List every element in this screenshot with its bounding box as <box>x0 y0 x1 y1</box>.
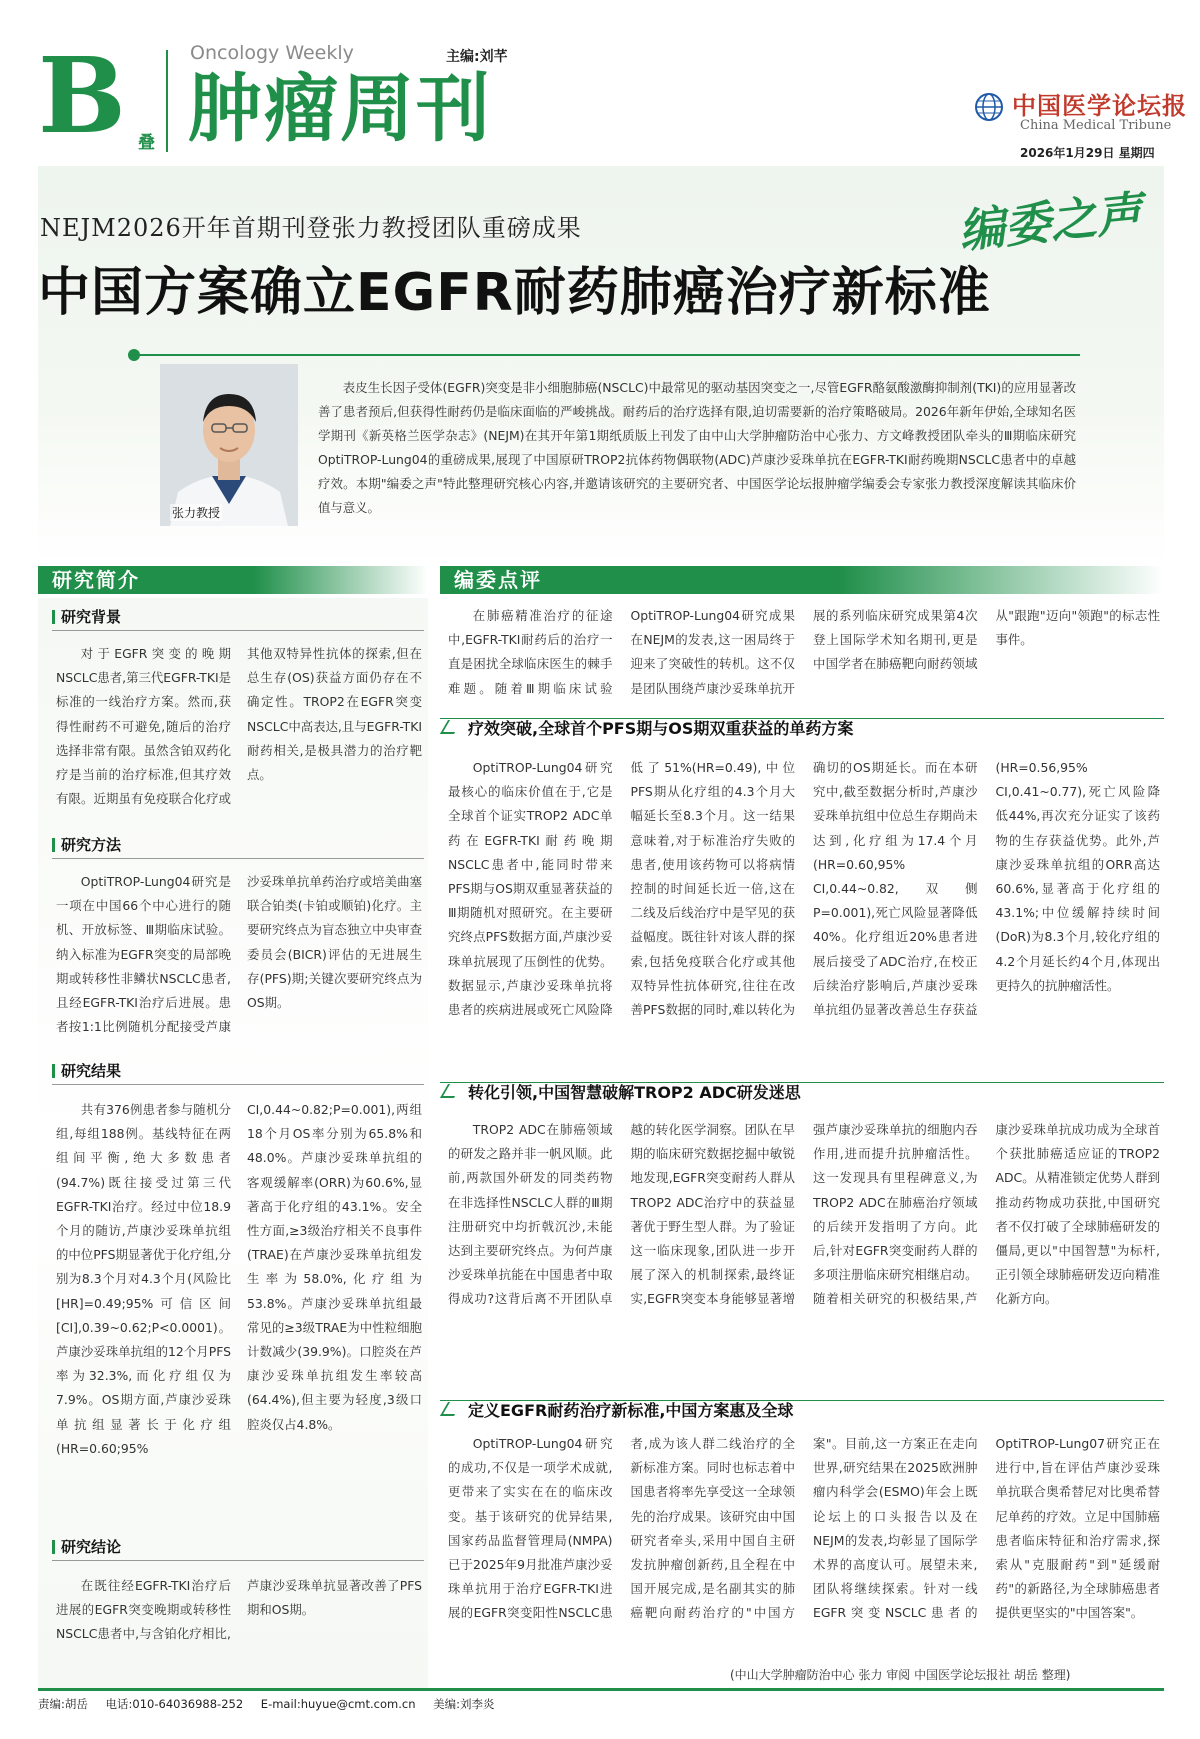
footer-editor: 责编:胡岳 <box>38 1697 88 1711</box>
heading-conclusion: 研究结论 <box>52 1536 424 1561</box>
heading-global-standard: 定义EGFR耐药治疗新标准,中国方案惠及全球 <box>444 1398 793 1421</box>
footer-rule <box>38 1688 1164 1691</box>
publication-title-zh: 肿瘤周刊 <box>188 66 492 152</box>
heading-results: 研究结果 <box>52 1060 424 1085</box>
heading-translation: 转化引领,中国智慧破解TROP2 ADC研发迷思 <box>444 1080 801 1103</box>
text-methods: OptiTROP-Lung04研究是一项在中国66个中心进行的随机、开放标签、Ⅲ期临床试验。纳入标准为EGFR突变的局部晚期或转移性非鳞状NSCLC患者,且经EGFR-TKI治疗后进展。患者按1:1比例随机分配接受芦康沙妥珠单抗单药治疗或培美曲塞联合铂类(卡铂或顺铂)化疗。主要研究终点为盲态独立中央审查委员会(BICR)评估的无进展生存(PFS)期;关键次要研究终点为OS期。 <box>56 874 422 1035</box>
text-efficacy: OptiTROP-Lung04研究最核心的临床价值在于,它是全球首个证实TROP2 ADC单药在EGFR-TKI耐药晚期NSCLC患者中,能同时带来PFS期与OS期双重显著获益的Ⅲ期随机对照研究。在主要研究终点PFS数据方面,芦康沙妥珠单抗展现了压倒性的优势。数据显示,芦康沙妥珠单抗将患者的疾病进展或死亡风险降低了51%(HR=0.49),中位PFS期从化疗组的4.3个月大幅延长至8.3个月。这一结果意味着,对于标准治疗失败的患者,使用该药物可以将病情控制的时间延长近一倍,这在二线及后线治疗中是罕见的获益幅度。既往针对该人群的探索,包括免疫联合化疗或其他双特异性抗体研究,往往在改善PFS数据的同时,难以转化为确切的OS期延长。而在本研究中,截至数据分析时,芦康沙妥珠单抗组中位总生存期尚未达到,化疗组为17.4个月(HR=0.60,95% CI,0.44~0.82,双侧P=0.001),死亡风险显著降低40%。化疗组近20%患者进展后接受了ADC治疗,在校正后续治疗影响后,芦康沙妥珠单抗组仍显著改善总生存获益(HR=0.56,95% CI,0.41~0.77),死亡风险降低44%,再次充分证实了该药物的生存获益优势。此外,芦康沙妥珠单抗组的ORR高达60.6%,显著高于化疗组的43.1%;中位缓解持续时间(DoR)为8.3个月,较化疗组的4.2个月延长约4个月,体现出更持久的抗肿瘤活性。 <box>448 760 1160 1018</box>
issue-date: 2026年1月29日 星期四 <box>1020 146 1155 160</box>
person-portrait-icon <box>160 364 298 526</box>
footer-designer: 美编:刘李炎 <box>433 1697 495 1711</box>
section-letter: B <box>38 34 126 157</box>
footer-phone: 电话:010-64036988-252 <box>105 1697 244 1711</box>
banner-editorial-comment: 编委点评 <box>440 566 1164 594</box>
portrait-caption: 张力教授 <box>172 506 221 520</box>
author-signature: (中山大学肿瘤防治中心 张力 审阅 中国医学论坛报社 胡岳 整理) <box>730 1668 1071 1682</box>
portrait-photo <box>160 364 298 526</box>
chief-editor: 主编:刘芊 <box>446 49 508 65</box>
heading-background: 研究背景 <box>52 606 424 631</box>
banner-study-summary: 研究简介 <box>38 566 428 594</box>
heading-efficacy: 疗效突破,全球首个PFS期与OS期双重获益的单药方案 <box>444 716 853 739</box>
hero-rule-dot <box>128 349 140 361</box>
text-background: 对于EGFR突变的晚期NSCLC患者,第三代EGFR-TKI是标准的一线治疗方案。然而,获得性耐药不可避免,随后的治疗选择非常有限。虽然含铂双药化疗是当前的治疗标准,但其疗效有限。近期虽有免疫联合化疗或其他双特异性抗体的探索,但在总生存(OS)获益方面仍存在不确定性。TROP2在EGFR突变NSCLC中高表达,且与EGFR-TKI耐药相关,是极具潜力的治疗靶点。 <box>56 646 422 807</box>
section-sub-label: 叠 <box>138 133 155 153</box>
hero-kicker: NEJM2026开年首期刊登张力教授团队重磅成果 <box>40 214 582 242</box>
publication-title-en: Oncology Weekly <box>190 42 354 64</box>
footer <box>38 1696 509 1712</box>
text-lead: 在肺癌精准治疗的征途中,EGFR-TKI耐药后的治疗一直是困扰全球临床医生的棘手难题。随着Ⅲ期临床试验OptiTROP-Lung04研究成果在NEJM的发表,这一困局终于迎来了突破性的转机。这不仅是团队围绕芦康沙妥珠单抗开展的系列临床研究成果第4次登上国际学术知名期刊,更是中国学者在肺癌靶向耐药领域从"跟跑"迈向"领跑"的标志性事件。 <box>448 608 1160 696</box>
heading-methods: 研究方法 <box>52 834 424 859</box>
globe-logo-icon <box>974 92 1004 122</box>
text-translation: TROP2 ADC在肺癌领域的研发之路并非一帆风顺。此前,两款国外研发的同类药物在非选择性NSCLC人群的Ⅲ期注册研究中均折戟沉沙,未能达到主要研究终点。为何芦康沙妥珠单抗能在中国患者中取得成功?这背后离不开团队卓越的转化医学洞察。团队在早期的临床研究数据挖掘中敏锐地发现,EGFR突变耐药人群从TROP2 ADC治疗中的获益显著优于野生型人群。为了验证这一临床现象,团队进一步开展了深入的机制探索,最终证实,EGFR突变本身能够显著增强芦康沙妥珠单抗的细胞内吞作用,进而提升抗肿瘤活性。这一发现具有里程碑意义,为TROP2 ADC在肺癌治疗领域的后续开发指明了方向。此后,针对EGFR突变耐药人群的多项注册临床研究相继启动。随着相关研究的积极结果,芦康沙妥珠单抗成功成为全球首个获批肺癌适应证的TROP2 ADC。从精准锁定优势人群到推动药物成功获批,中国研究者不仅打破了全球肺癌研发的僵局,更以"中国智慧"为标杆,正引领全球肺癌研发迈向精准化新方向。 <box>448 1122 1160 1307</box>
brand-name-en: China Medical Tribune <box>1020 118 1172 133</box>
hero-rule <box>134 354 1080 356</box>
column-name: 编委之声 <box>955 185 1145 259</box>
text-conclusion: 在既往经EGFR-TKI治疗后进展的EGFR突变晚期或转移性NSCLC患者中,与含铂化疗相比,芦康沙妥珠单抗显著改善了PFS期和OS期。 <box>56 1578 422 1642</box>
hero-title: 中国方案确立EGFR耐药肺癌治疗新标准 <box>38 263 991 323</box>
brand-name-cn: 中国医学论坛报 <box>1012 91 1187 120</box>
text-global-standard: OptiTROP-Lung04研究的成功,不仅是一项学术成就,更带来了实实在在的临床改变。基于该研究的优异结果,国家药品监督管理局(NMPA)已于2025年9月批准芦康沙妥珠单抗用于治疗EGFR-TKI进展的EGFR突变阳性NSCLC患者,成为该人群二线治疗的全新标准方案。同时也标志着中国患者将率先享受这一全球领先的治疗成果。该研究由中国研究者牵头,采用中国自主研发抗肿瘤创新药,且全程在中国开展完成,是名副其实的肺癌靶向耐药治疗的"中国方案"。目前,这一方案正在走向世界,研究结果在2025欧洲肿瘤内科学会(ESMO)年会上既论坛上的口头报告以及在NEJM的发表,均彰显了国际学术界的高度认可。展望未来,团队将继续探索。针对一线EGFR突变NSCLC患者的OptiTROP-Lung07研究正在进行中,旨在评估芦康沙妥珠单抗联合奥希替尼对比奥希替尼单药的疗效。立足中国肺癌患者临床特征和治疗需求,探索从"克服耐药"到"延缓耐药"的新路径,为全球肺癌患者提供更坚实的"中国答案"。 <box>448 1436 1160 1621</box>
masthead-divider <box>166 50 168 152</box>
footer-email[interactable]: E-mail:huyue@cmt.com.cn <box>260 1697 416 1711</box>
intro-paragraph: 表皮生长因子受体(EGFR)突变是非小细胞肺癌(NSCLC)中最常见的驱动基因突变之一,尽管EGFR酪氨酸激酶抑制剂(TKI)的应用显著改善了患者预后,但获得性耐药仍是临床面临的严峻挑战。耐药后的治疗选择有限,迫切需要新的治疗策略破局。2026年新年伊始,全球知名医学期刊《新英格兰医学杂志》(NEJM)在其开年第1期纸质版上刊发了由中山大学肿瘤防治中心张力、方文峰教授团队牵头的Ⅲ期临床研究OptiTROP-Lung04的重磅成果,展现了中国原研TROP2抗体药物偶联物(ADC)芦康沙妥珠单抗在EGFR-TKI耐药晚期NSCLC患者中的卓越疗效。本期"编委之声"特此整理研究核心内容,并邀请该研究的主要研究者、中国医学论坛报肿瘤学编委会专家张力教授深度解读其临床价值与意义。 <box>318 380 1076 515</box>
text-results: 共有376例患者参与随机分组,每组188例。基线特征在两组间平衡,绝大多数患者(94.7%)既往接受过第三代EGFR-TKI治疗。经过中位18.9个月的随访,芦康沙妥珠单抗组的中位PFS期显著优于化疗组,分别为8.3个月对4.3个月(风险比[HR]=0.49;95%可信区间[CI],0.39~0.62;P<0.0001)。芦康沙妥珠单抗组的12个月PFS率为32.3%,而化疗组仅为7.9%。OS期方面,芦康沙妥珠单抗组显著长于化疗组(HR=0.60;95% CI,0.44~0.82;P=0.001),两组18个月OS率分别为65.8%和48.0%。芦康沙妥珠单抗组的客观缓解率(ORR)为60.6%,显著高于化疗组的43.1%。安全性方面,≥3级治疗相关不良事件(TRAE)在芦康沙妥珠单抗组发生率为58.0%,化疗组为53.8%。芦康沙妥珠单抗组最常见的≥3级TRAE为中性粒细胞计数减少(39.9%)。口腔炎在芦康沙妥珠单抗组发生率较高(64.4%),但主要为轻度,3级口腔炎仅占4.8%。 <box>56 1102 422 1456</box>
